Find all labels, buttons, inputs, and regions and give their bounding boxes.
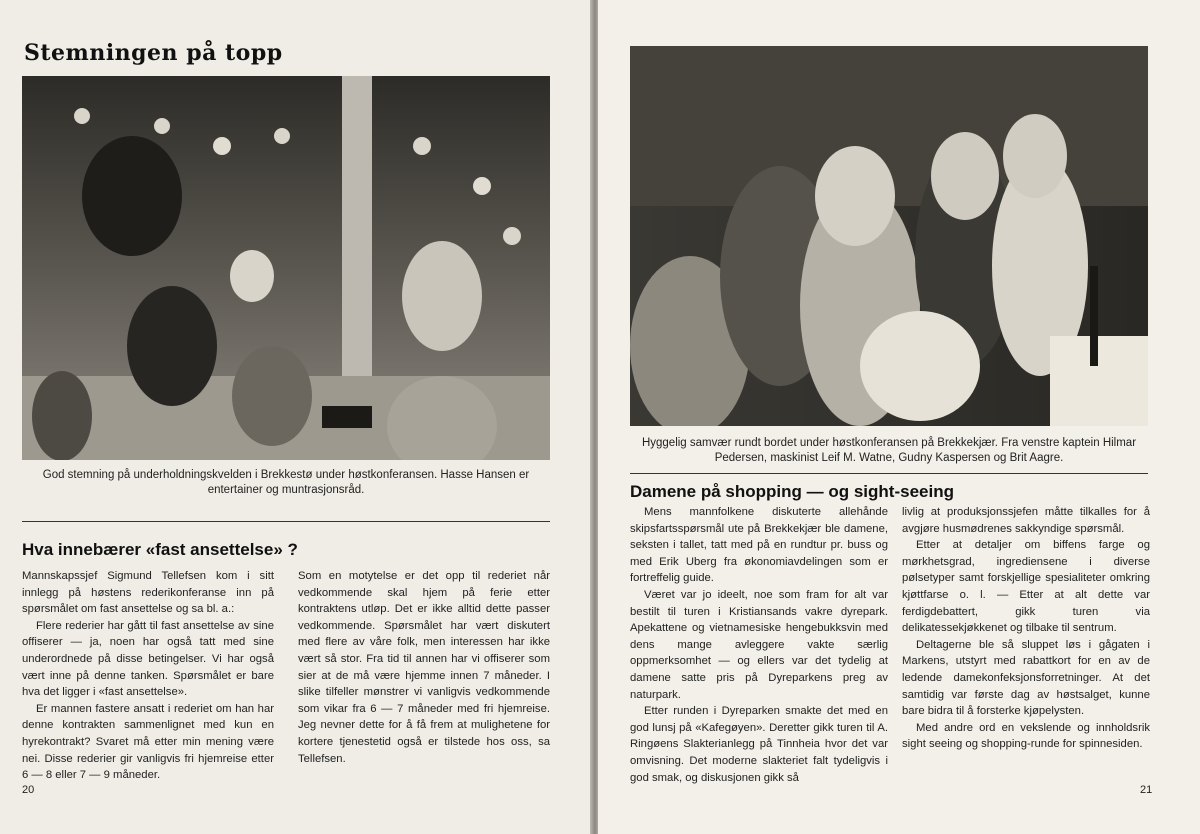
section-heading: Stemningen på topp <box>24 40 283 66</box>
left-page <box>0 0 592 834</box>
page-number: 20 <box>22 784 35 796</box>
paragraph: Etter at detaljer om biffens farge og mørkhetsgrad, ingrediensene i diverse pølsetyper samt forskjellige spesialiteter omkring kjøttfarse o. l. — Etter at alt dette var ferdigdebattert, gikk turen via delikatessekjøkkenet og tilbake til sentrum. <box>902 539 1150 635</box>
paragraph: Mens mannfolkene diskuterte allehånde skipsfartsspørsmål ute på Brekkekjær ble damene, seksten i tallet, tatt med på en rundtur pr. buss og med Erik Uberg fra økonomiavdelingen som er fortreffelig guide. <box>630 506 888 585</box>
article-column-2 <box>298 568 550 767</box>
paragraph: Etter runden i Dyreparken smakte det med en god lunsj på «Kafegøyen». Deretter gikk turen til A. Ringøens Slakterianlegg på Tinnheia hvor det var omvisning. Det moderne slakteriet falt tydeligvis i god smak, og diskusjonen gikk så <box>630 705 888 784</box>
divider-rule <box>22 521 550 522</box>
right-page <box>598 0 1200 834</box>
paragraph: Som en motytelse er det opp til rederiet når vedkommende skal hjem på ferie etter kontraktens utløp. Det er ikke alltid dette passer vedkommende. Spørsmålet har vært diskutert med flere av våre folk, men interessen har ikke vært så stor. Fra tid til annen har vi offiserer som sier at de må være hjemme innen 7 måneder. I slike tilfeller mønstrer vi vanligvis vedkommende som vikar fra 6 — 7 måneder med fri hjemreise. Jeg nevner dette for å få frem at mulighetene for kortere tjenestetid også er tilstede hos oss, sa Tellefsen. <box>298 570 550 765</box>
paragraph: Mannskapssjef Sigmund Tellefsen kom i sitt innlegg på høstens rederikonferanse inn på spørsmålet om fast ansettelse og sa bl. a.: <box>22 570 274 616</box>
divider-rule <box>630 473 1148 474</box>
article-column-2 <box>902 504 1150 753</box>
entertainment-evening-photo <box>22 76 550 460</box>
article-title: Hva innebærer «fast ansettelse» ? <box>22 540 298 559</box>
page-number: 21 <box>1140 784 1153 796</box>
paragraph: Er mannen fastere ansatt i rederiet om han har denne kontrakten sammenlignet med kun en hyrekontrakt? Svaret må etter min mening være nei. Disse rederier gir vanligvis fri hjemreise etter 6 — 8 eller 7 — 9 måneder. <box>22 702 274 782</box>
article-column-1 <box>22 568 274 784</box>
article-column-1 <box>630 504 888 786</box>
paragraph: Med andre ord en vekslende og innholdsrik sight seeing og shopping-runde for spinnesiden. <box>902 721 1150 751</box>
paragraph: Flere rederier har gått til fast ansettelse av sine offiserer — ja, noen har også tatt med sine underordnede på disse betingelser. Vi har også vært inne på denne tanken. Spørsmålet er bare hva det ligger i «fast ansettelse». <box>22 619 274 699</box>
article-title: Damene på shopping — og sight-seeing <box>630 482 954 501</box>
paragraph: Været var jo ideelt, noe som fram for alt var bestilt til turen i Kristiansands vakre dyrepark. Apekattene og vietnamesiske hengebukksvin med dens mange avleggere vakte særlig oppmerksomhet — og ellers var det tydelig at damene satte pris på Dyreparkens preg av naturpark. <box>630 588 888 701</box>
paragraph: Deltagerne ble så sluppet løs i gågaten i Markens, utstyrt med rabattkort for en av de ledende damekonfeksjonsforretninger. At det samtidig var første dag av høstsalget, kunne bare bidra til å forsterke kjøpelysten. <box>902 638 1150 718</box>
paragraph: livlig at produksjonssjefen måtte tilkalles for å avgjøre husmødrenes sakkyndige spørsmål. <box>902 506 1150 535</box>
photo-caption: God stemning på underholdningskvelden i Brekkestø under høstkonferansen. Hasse Hansen er entertainer og muntrasjonsråd. <box>42 469 530 496</box>
photo-caption: Hyggelig samvær rundt bordet under høstkonferansen på Brekkekjær. Fra venstre kaptein Hilmar Pedersen, maskinist Leif M. Watne, Gudny Kaspersen og Brit Aagre. <box>641 437 1137 464</box>
dinner-table-photo <box>630 46 1148 426</box>
